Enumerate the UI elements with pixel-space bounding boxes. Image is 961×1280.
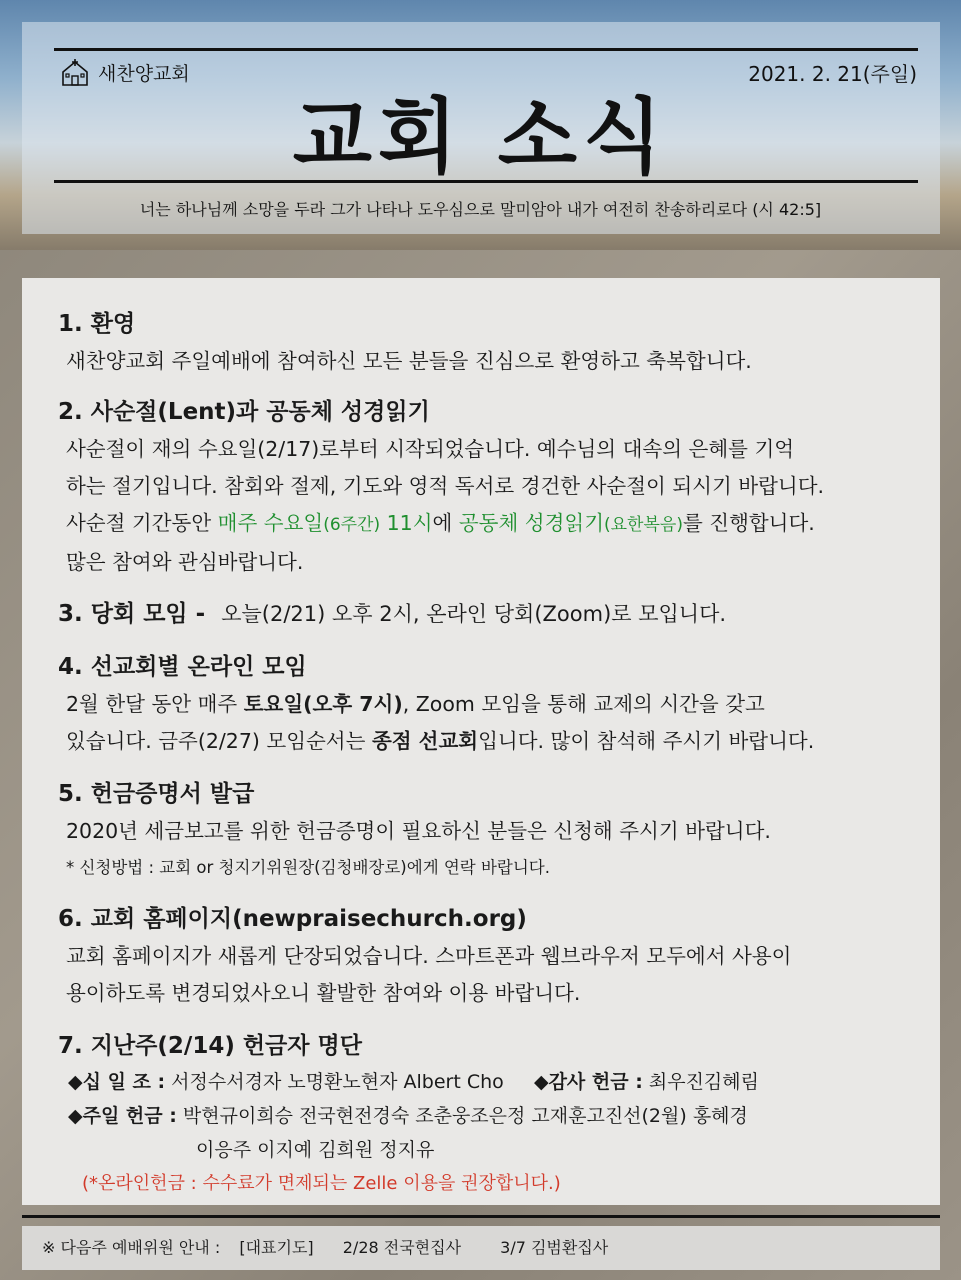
section-title: 2. 사순절(Lent)과 공동체 성경읽기	[58, 399, 430, 425]
section-title: 5. 헌금증명서 발급	[58, 781, 255, 807]
footer-role: [대표기도]	[239, 1238, 314, 1257]
donor-label: ◆감사 헌금 :	[533, 1071, 643, 1093]
section-title: 7. 지난주(2/14) 헌금자 명단	[58, 1033, 362, 1059]
text-run: 에	[432, 511, 459, 535]
text-run: 공동체 성경읽기	[458, 511, 604, 535]
bulletin-date: 2021. 2. 21(주일)	[748, 62, 917, 86]
body-line	[66, 686, 928, 723]
section-body: 오늘(2/21) 오후 2시, 온라인 당회(Zoom)로 모입니다.	[221, 602, 727, 626]
text-run: , Zoom 모임을 통해 교제의 시간을 갖고	[402, 692, 765, 716]
title-text: 3. 당회 모임 -	[58, 601, 206, 627]
text-run: 를 진행합니다.	[682, 511, 815, 535]
section-donors	[58, 1027, 928, 1201]
donor-names: 박현규이희승 전국현전경숙 조춘웅조은정 고재훈고진선(2월) 홍혜경	[182, 1105, 748, 1127]
text-run-bold: 토요일(오후 7시)	[243, 692, 403, 716]
section-body	[58, 938, 928, 1012]
online-giving-note: (*온라인헌금 : 수수료가 면제되는 Zelle 이용을 권장합니다.)	[82, 1173, 561, 1194]
footer-entry: 2/28 전국현집사	[342, 1238, 462, 1257]
header-top-rule	[54, 48, 918, 51]
section-homepage	[58, 900, 928, 1012]
text-run-bold: 종점 선교회	[371, 729, 479, 753]
text-run: 매주 수요일	[217, 511, 324, 535]
section-note: * 신청방법 : 교회 or 청지기위원장(김청배장로)에게 연락 바랍니다.	[66, 858, 550, 877]
text-run: 2월 한달 동안 매주	[66, 692, 244, 716]
body-line	[66, 505, 928, 544]
section-online-meeting	[58, 648, 928, 760]
section-body	[58, 686, 928, 760]
section-body: 새찬양교회 주일예배에 참여하신 모든 분들을 진심으로 환영하고 축복합니다.	[66, 349, 752, 373]
church-name: 새찬양교회	[98, 62, 190, 85]
section-body	[58, 431, 928, 581]
body-line	[66, 723, 928, 760]
text-run: (요한복음)	[604, 515, 683, 535]
body-line: 용이하도록 변경되었사오니 활발한 참여와 이용 바랍니다.	[66, 981, 581, 1005]
donor-names: 서정수서경자 노명환노현자 Albert Cho	[171, 1071, 504, 1093]
donor-row-tithe	[68, 1065, 928, 1099]
section-title: 4. 선교회별 온라인 모임	[58, 654, 307, 680]
section-title	[58, 595, 928, 628]
section-title: 6. 교회 홈페이지(newpraisechurch.org)	[58, 906, 527, 932]
footer-notice	[22, 1226, 940, 1270]
text-run: (6주간)	[323, 515, 381, 535]
section-session-meeting	[58, 595, 928, 633]
donor-row-sunday	[68, 1099, 928, 1133]
text-run: 있습니다. 금주(2/27) 모임순서는	[66, 729, 372, 753]
donor-label: ◆주일 헌금 :	[68, 1105, 177, 1127]
text-run: 11시	[380, 511, 433, 535]
section-welcome	[58, 305, 928, 380]
footer-entry: 3/7 김범환집사	[500, 1238, 609, 1257]
section-body: 2020년 세금보고를 위한 헌금증명이 필요하신 분들은 신청해 주시기 바랍니다.	[66, 819, 771, 843]
section-title: 1. 환영	[58, 311, 136, 337]
body-line: 사순절이 재의 수요일(2/17)로부터 시작되었습니다. 예수님의 대속의 은혜를 기억	[66, 437, 795, 461]
text-run: 사순절 기간동안	[66, 511, 218, 535]
section-lent	[58, 393, 928, 581]
highlight-bible-reading	[459, 511, 683, 535]
text-run: 입니다. 많이 참석해 주시기 바랍니다.	[478, 729, 815, 753]
body-line: 하는 절기입니다. 참회와 절제, 기도와 영적 독서로 경건한 사순절이 되시기 바랍니다.	[66, 474, 825, 498]
highlight-wednesday	[218, 511, 433, 535]
donor-list	[58, 1065, 928, 1201]
body-line: 많은 참여와 관심바랍니다.	[66, 550, 304, 574]
footer-label: ※ 다음주 예배위원 안내 :	[42, 1238, 221, 1257]
body-line: 교회 홈페이지가 새롭게 단장되었습니다. 스마트폰과 웹브라우저 모두에서 사용이	[66, 944, 792, 968]
donor-names: 최우진김혜림	[648, 1071, 759, 1093]
scripture-verse: 너는 하나님께 소망을 두라 그가 나타나 도우심으로 말미암아 내가 여전히 찬송하리로다 (시 42:5]	[139, 200, 822, 219]
section-donation-receipt	[58, 775, 928, 878]
donor-names: 이응주 이지예 김희원 정지유	[196, 1139, 435, 1161]
donor-label: ◆십 일 조 :	[68, 1071, 166, 1093]
page-title: 교회 소식	[292, 90, 669, 185]
footer-rule	[22, 1215, 940, 1218]
donor-row-sunday-cont	[68, 1133, 928, 1167]
